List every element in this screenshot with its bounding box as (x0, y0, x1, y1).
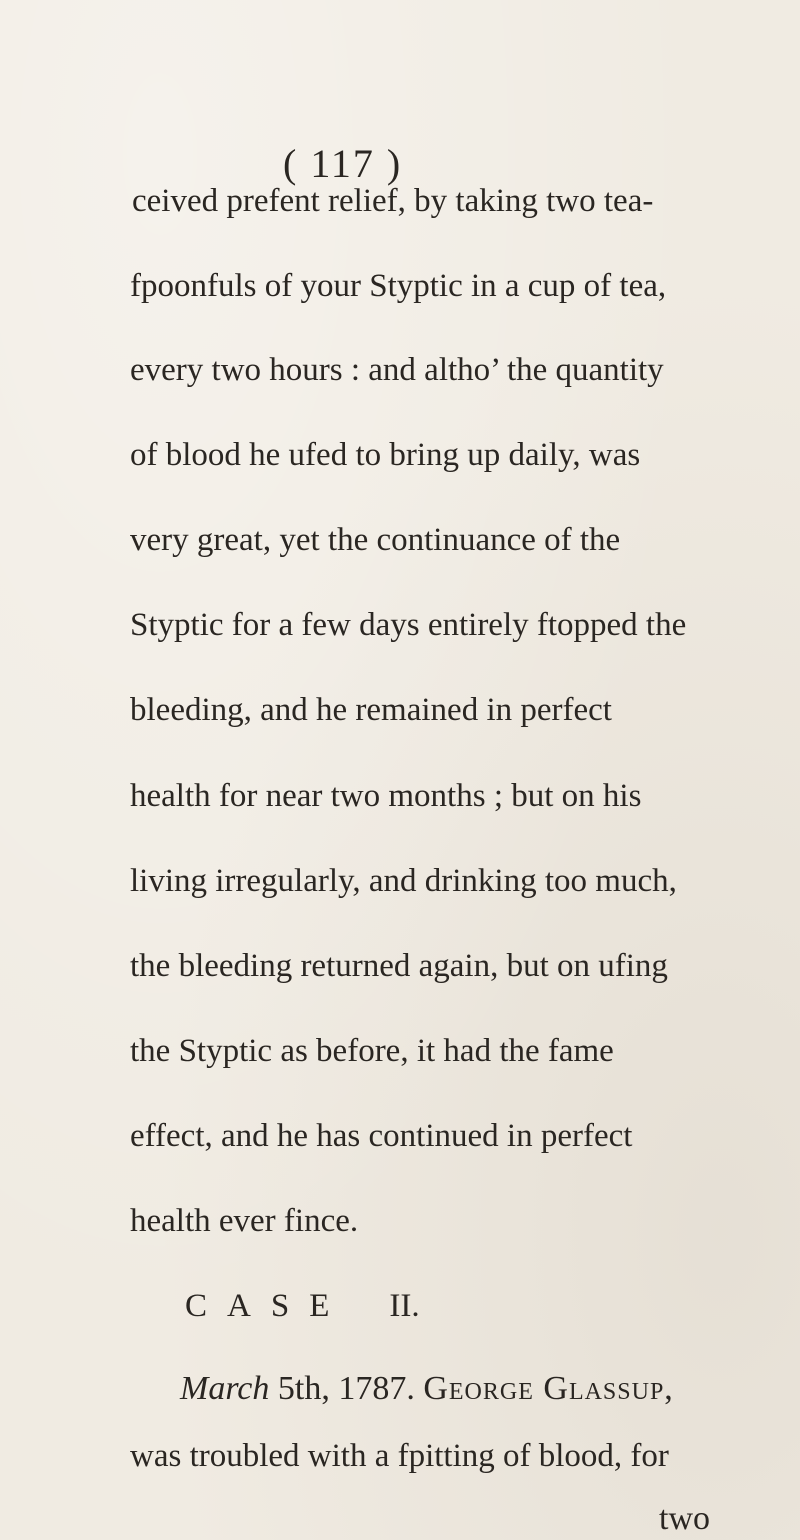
entry-line-1 (180, 1370, 674, 1408)
catchword: two (659, 1500, 710, 1537)
case-word: CASE (185, 1288, 350, 1324)
text-line-3: every two hours : and altho’ the quantity (130, 352, 664, 388)
text-line-13: health ever fince. (130, 1203, 359, 1239)
entry-line-2: was troubled with a fpitting of blood, for (130, 1438, 669, 1474)
case-heading (185, 1288, 420, 1325)
text-line-4: of blood he ufed to bring up daily, was (130, 437, 641, 473)
entry-month: March (180, 1370, 270, 1407)
text-line-12: effect, and he has continued in perfect (130, 1118, 633, 1154)
entry-name: George Glassup, (423, 1370, 674, 1407)
text-line-8: health for near two months ; but on his (130, 778, 642, 814)
entry-date: 5th, 1787. (269, 1370, 424, 1407)
text-line-1: ceived prefent relief, by taking two tea- (132, 183, 654, 219)
text-line-11: the Styptic as before, it had the fame (130, 1033, 614, 1069)
text-line-5: very great, yet the continuance of the (130, 522, 621, 558)
text-line-10: the bleeding returned again, but on ufing (130, 948, 668, 984)
text-line-9: living irregularly, and drinking too much, (130, 863, 677, 899)
text-line-6: Styptic for a few days entirely ftopped the (130, 607, 687, 643)
case-number: II. (389, 1288, 420, 1324)
text-line-7: bleeding, and he remained in perfect (130, 692, 612, 728)
text-line-2: fpoonfuls of your Styptic in a cup of tea, (130, 268, 667, 304)
page-number: ( 117 ) (283, 141, 403, 186)
